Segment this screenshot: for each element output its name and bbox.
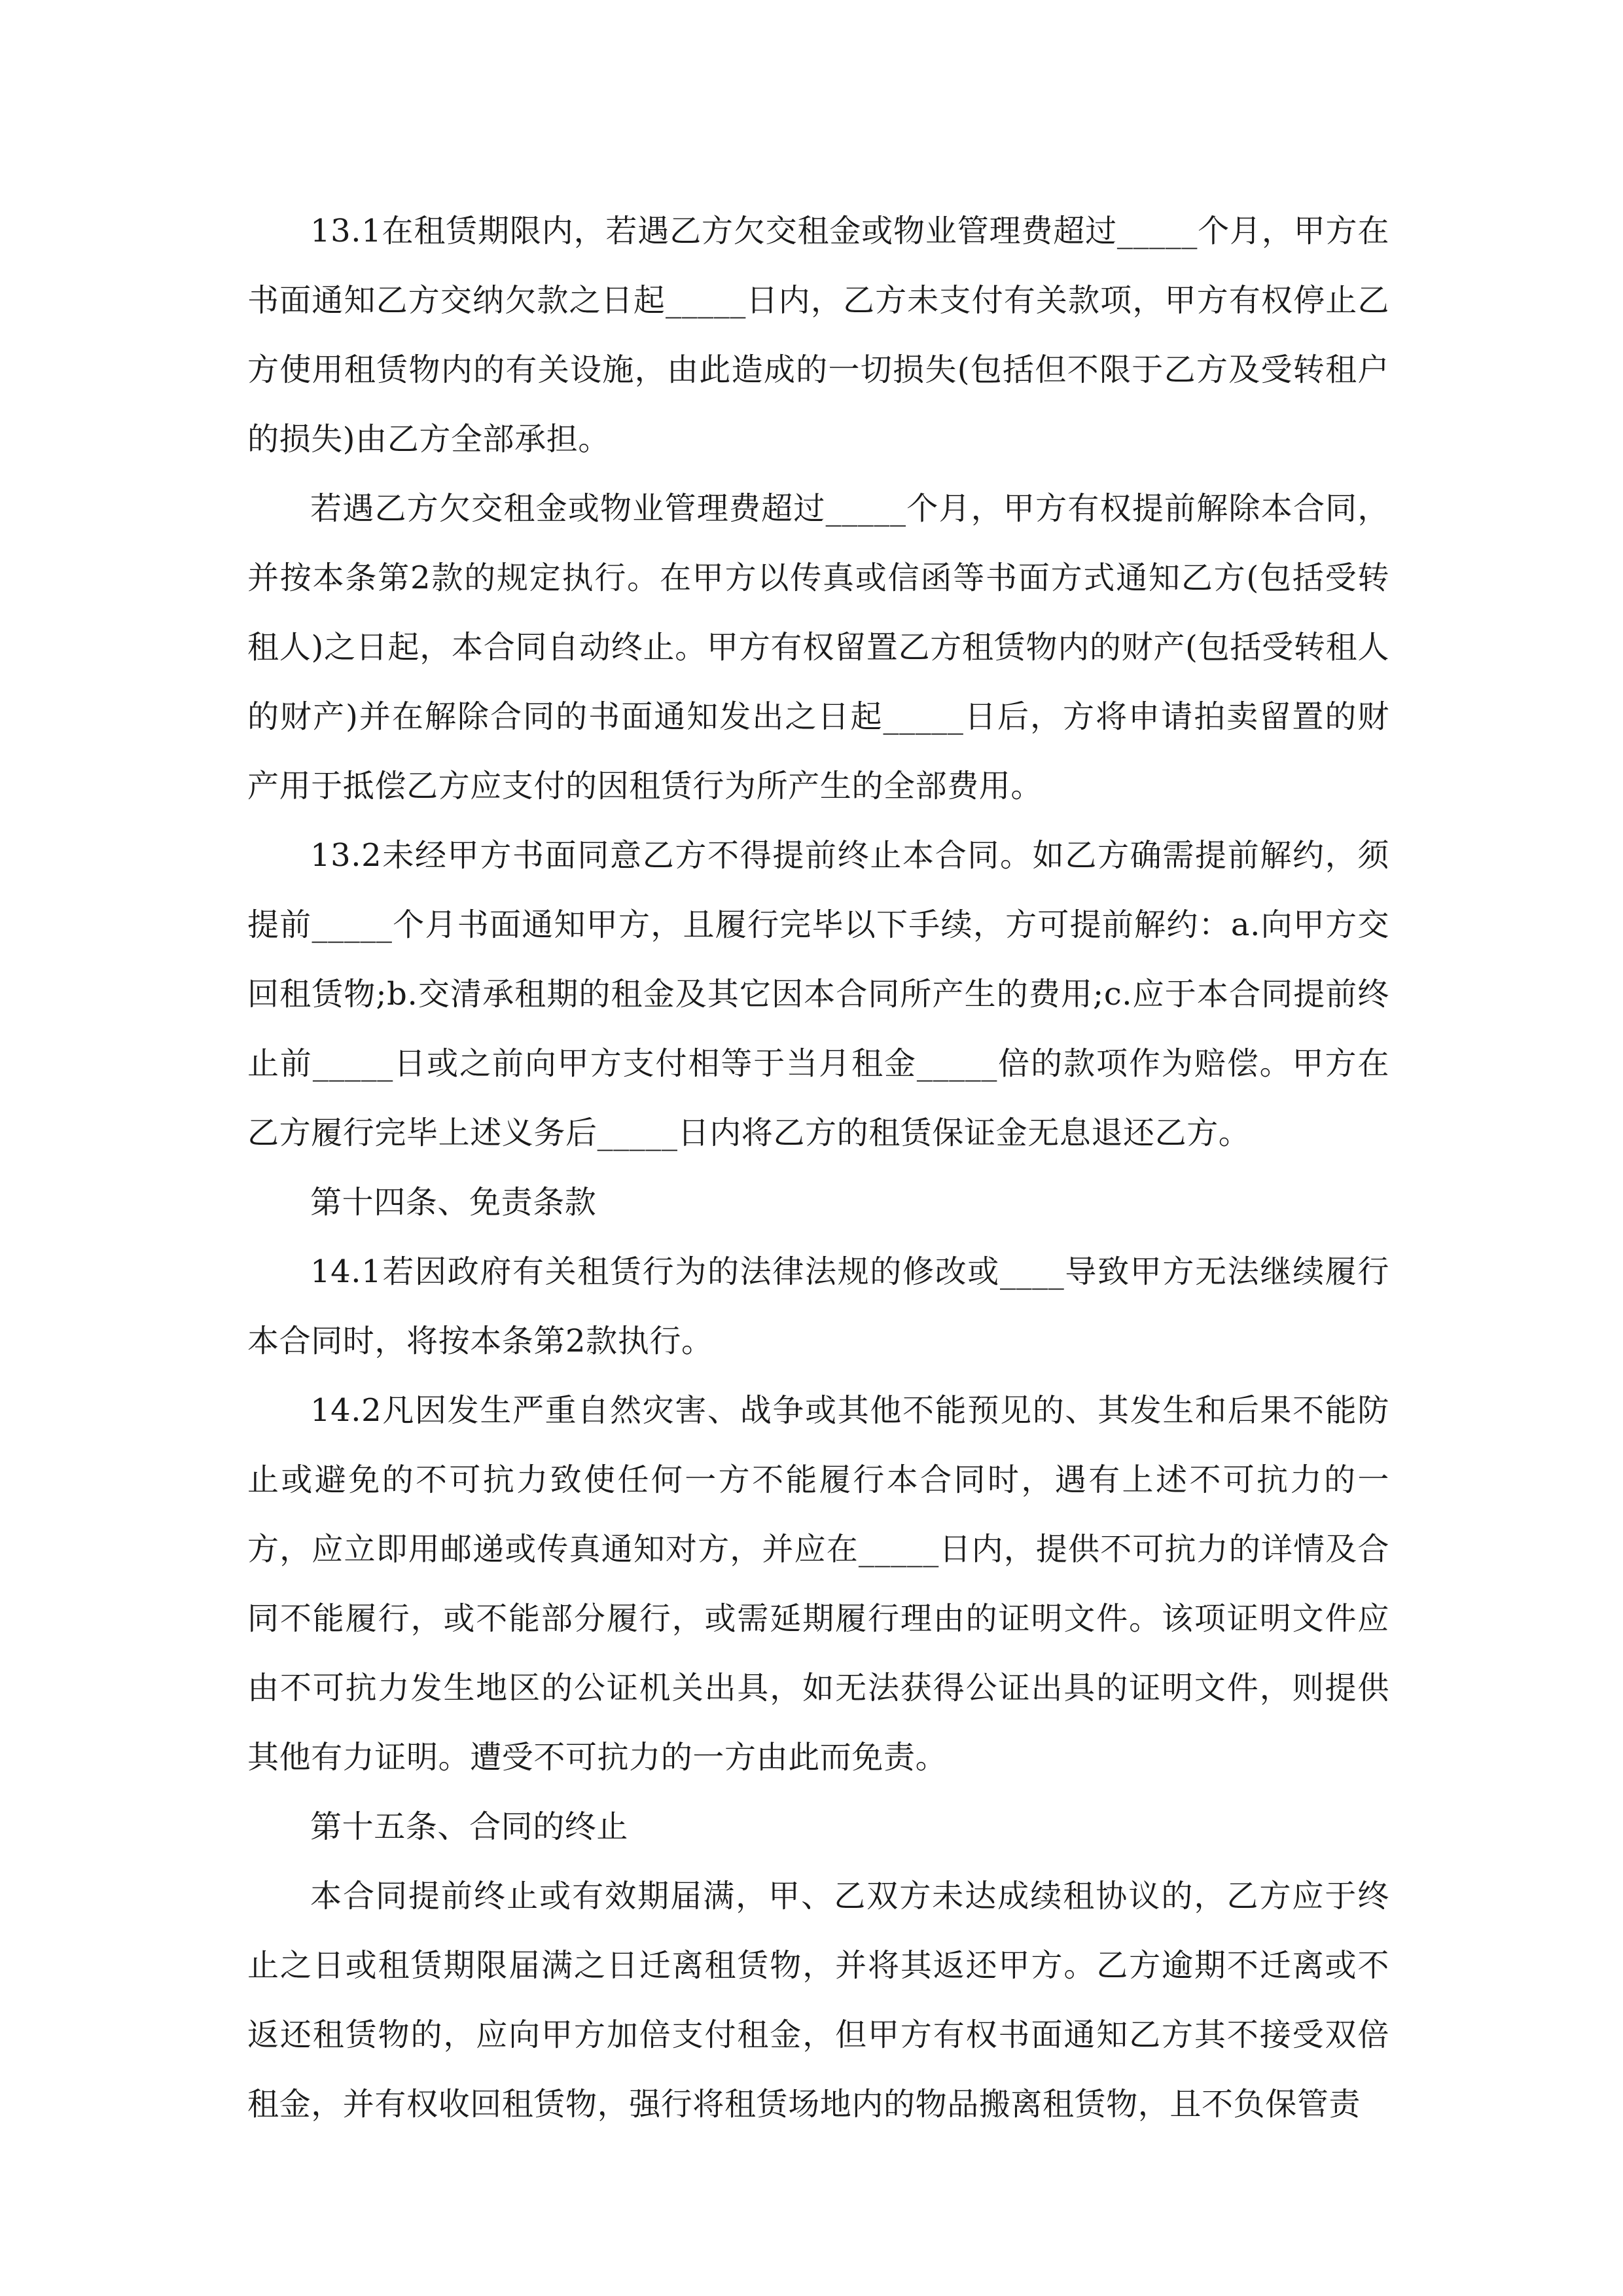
clause-13-1-continuation-paragraph: 若遇乙方欠交租金或物业管理费超过_____个月，甲方有权提前解除本合同，并按本条第2款的规定执行。在甲方以传真或信函等书面方式通知乙方(包括受转租人)之日起，本合同自动终止。甲方有权留置乙方租赁物内的财产(包括受转租人的财产)并在解除合同的书面通知发出之日起_____日后，方将申请拍卖留置的财产用于抵偿乙方应支付的因租赁行为所产生的全部费用。 xyxy=(247,490,1389,804)
clause-13-1-paragraph: 13.1在租赁期限内，若遇乙方欠交租金或物业管理费超过_____个月，甲方在书面通知乙方交纳欠款之日起_____日内，乙方未支付有关款项，甲方有权停止乙方使用租赁物内的有关设施，由此造成的一切损失(包括但不限于乙方及受转租户的损失)由乙方全部承担。 xyxy=(247,213,1389,457)
clause-14-2-paragraph: 14.2凡因发生严重自然灾害、战争或其他不能预见的、其发生和后果不能防止或避免的不可抗力致使任何一方不能履行本合同时，遇有上述不可抗力的一方，应立即用邮递或传真通知对方，并应在_____日内，提供不可抗力的详情及合同不能履行，或不能部分履行，或需延期履行理由的证明文件。该项证明文件应由不可抗力发生地区的公证机关出具，如无法获得公证出具的证明文件，则提供其他有力证明。遭受不可抗力的一方由此而免责。 xyxy=(247,1392,1389,1776)
clause-13-2-paragraph: 13.2未经甲方书面同意乙方不得提前终止本合同。如乙方确需提前解约，须提前_____个月书面通知甲方，且履行完毕以下手续，方可提前解约：a.向甲方交回租赁物;b.交清承租期的租金及其它因本合同所产生的费用;c.应于本合同提前终止前_____日或之前向甲方支付相等于当月租金_____倍的款项作为赔偿。甲方在乙方履行完毕上述义务后_____日内将乙方的租赁保证金无息退还乙方。 xyxy=(247,837,1389,1151)
document-body xyxy=(247,196,1389,2139)
article-15-paragraph: 本合同提前终止或有效期届满，甲、乙双方未达成续租协议的，乙方应于终止之日或租赁期限届满之日迁离租赁物，并将其返还甲方。乙方逾期不迁离或不返还租赁物的，应向甲方加倍支付租金，但甲方有权书面通知乙方其不接受双倍租金，并有权收回租赁物，强行将租赁场地内的物品搬离租赁物，且不负保管责 xyxy=(247,1878,1389,2123)
clause-14-1-paragraph: 14.1若因政府有关租赁行为的法律法规的修改或____导致甲方无法继续履行本合同时，将按本条第2款执行。 xyxy=(247,1253,1389,1359)
article-15-heading: 第十五条、合同的终止 xyxy=(310,1808,629,1845)
article-14-heading: 第十四条、免责条款 xyxy=(310,1184,597,1221)
